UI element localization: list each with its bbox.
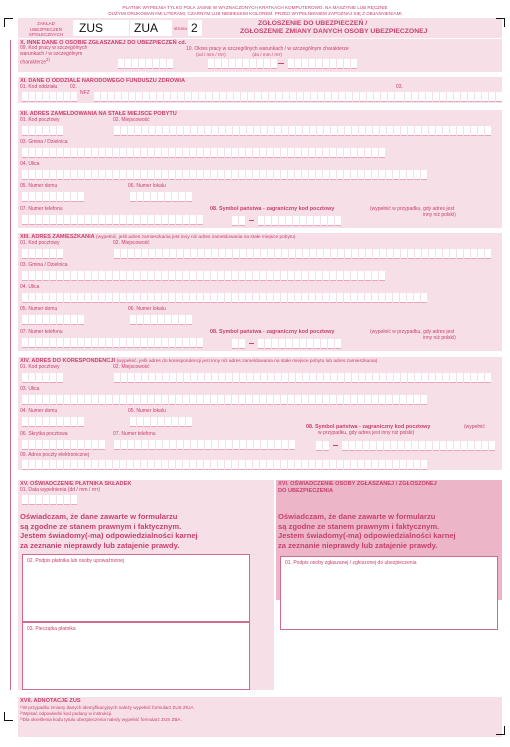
form-code: ZUA [134,21,158,35]
field-xiii-03[interactable] [22,271,386,280]
field-label-xiv-01: 01. Kod pocztowy [20,364,60,370]
section-xii-title: XII. ADRES ZAMELDOWANIA NA STAŁE MIEJSCE POBYTU [20,111,177,117]
field-xiv-03[interactable] [22,395,428,404]
field-label-xii-03: 03. Gmina / Dzielnica [20,139,68,145]
field-x-09[interactable] [118,59,174,68]
field-xiv-06[interactable] [22,440,106,449]
section-xiii-title: XIII. ADRES ZAMIESZKANIA (wypełnić, jeśli adres zamieszkania jest inny niż adres zameldowania na stałe miejsce pobytu) [20,234,296,240]
field-label-x-09: 09. Kod pracy w szczególnych warunkach / w szczególnym charakterze$^{2)}$ [20,45,88,66]
field-xi-01[interactable] [22,92,78,101]
field-label-x-10-dates: (od / mm / rrrr) (do / mm / rrrr) [196,52,283,57]
zus-label: ZAKŁAD UBEZPIECZEŃ SPOŁECZNYCH [28,21,64,37]
declaration-xv: Oświadczam, że dane zawarte w formularzu są zgodne ze stanem prawnym i faktycznym. Jestem świadomy(-ma) odpowiedzialności karnej za zeznanie nieprawdy lub zatajenie prawdy. [20,512,198,550]
field-xiv-07[interactable] [114,440,296,449]
section-xvi-title-line2: DO UBEZPIECZENIA [278,488,334,494]
declaration-xvi: Oświadczam, że dane zawarte w formularzu są zgodne ze stanem prawnym i faktycznym. Jestem świadomy(-ma) odpowiedzialności karnej za zeznanie nieprawdy lub zatajenie prawdy. [278,512,456,550]
page-number: 2 [191,21,198,35]
section-xiv-title: XIV. ADRES DO KORESPONDENCJI (wypełnić, jeśli adres do korespondencji jest inny niż adres zameldowania na stałe miejsce pobytu lub adres zamieszkania) [20,358,378,364]
field-note-xiii-08b: inny niż polski) [423,335,456,341]
field-note-xiv-08b: w przypadku, gdy adres jest inny niż polski) [318,430,415,436]
field-label-xiv-04: 04. Numer domu [20,408,58,414]
zus-box [73,20,129,36]
nfz-label: NFZ [80,90,90,96]
field-xii-07[interactable] [22,215,204,224]
field-xii-01[interactable] [22,126,64,135]
field-label-x-10: 10. Okres pracy w szczególnych warunkach / w szczególnym charakterze [186,46,349,52]
field-label-xiii-02: 02. Miejscowość [113,240,150,246]
field-xii-08-country[interactable] [232,216,246,225]
date-dash [278,63,284,64]
zus-label-box [18,18,72,38]
form-title-line2: ZGŁOSZENIE ZMIANY DANYCH OSOBY UBEZPIECZONEJ [240,28,428,35]
section-xvi-title-line1: XVI. OŚWIADCZENIE OSOBY ZGŁASZANEJ / ZGŁOSZONEJ [278,481,437,487]
field-label-xiv-08: 08. Symbol państwa - zagraniczny kod pocztowy [306,424,431,430]
field-label-xiv-02: 02. Miejscowość [113,364,150,370]
form-title-line1: ZGŁOSZENIE DO UBEZPIECZEŃ / [258,20,368,27]
field-label-xiii-06: 06. Numer lokalu [128,306,166,312]
dash [249,343,254,344]
section-xvii-title: XVII. ADNOTACJE ZUS [20,698,81,704]
section-xi-title: XI. DANE O ODDZIALE NARODOWEGO FUNDUSZU ZDROWIA [20,78,186,84]
field-label-xii-05: 05. Numer domu [20,183,58,189]
payer-signature-box[interactable] [22,554,250,622]
field-label-xiii-04: 04. Ulica [20,284,40,290]
field-label-xv-02: 02. Podpis płatnika lub osoby upoważnionej [27,558,125,564]
field-xiv-08-country[interactable] [316,441,330,450]
field-label-xii-04: 04. Ulica [20,161,40,167]
section-xiii [18,233,502,351]
field-label-xiii-07: 07. Numer telefonu [20,329,63,335]
field-x-10-to[interactable] [288,59,358,68]
registration-mark-top-left [4,18,13,27]
section-xiv [18,357,502,470]
header-block [18,18,502,38]
field-xiii-08-country[interactable] [232,339,246,348]
field-xii-06[interactable] [130,192,193,201]
section-xvii [18,697,502,737]
field-xiii-04[interactable] [22,293,428,302]
field-xii-08-code[interactable] [258,216,342,225]
field-note-xii-08: (wypełnić w przypadku, gdy adres jest [370,206,455,212]
dash [249,220,254,221]
section-xv [18,480,274,690]
field-xiii-06[interactable] [130,315,193,324]
page-label: strona [174,26,187,31]
field-label-xi-02: 02. [70,84,77,90]
field-label-xiii-01: 01. Kod pocztowy [20,240,60,246]
section-xi [18,77,502,103]
section-x-title: X. INNE DANE O OSOBIE ZGŁASZANEJ DO UBEZPIECZEŃ cd. [20,40,187,46]
field-label-xv-03: 03. Pieczątka płatnika [27,626,76,632]
section-xv-title: XV. OŚWIADCZENIE PŁATNIKA SKŁADEK [20,481,132,487]
field-xi-03[interactable] [398,92,503,101]
field-x-10-from[interactable] [208,59,278,68]
field-note-xii-08b: inny niż polski) [423,212,456,218]
field-xiii-05[interactable] [22,315,85,324]
field-label-xii-02: 02. Miejscowość [113,117,150,123]
field-xv-01[interactable] [22,495,78,504]
field-xi-02[interactable] [94,92,402,101]
field-note-xiii-08: (wypełnić w przypadku, gdy adres jest [370,329,455,335]
field-label-xii-06: 06. Numer lokalu [128,183,166,189]
registration-mark-bottom-right [496,726,505,735]
zus-code: ZUS [79,21,103,35]
insured-signature-box[interactable] [280,556,498,630]
section-xvi [276,480,502,600]
field-label-xiv-05: 05. Numer lokalu [128,408,166,414]
field-label-xiii-08: 08. Symbol państwa - zagraniczny kod pocztowy [210,329,335,335]
field-label-xi-03: 03. [396,84,403,90]
field-xiv-04[interactable] [22,417,85,426]
header-instructions-line1: PŁATNIK WYPEŁNIA TYLKO POLA JASNE W WYZNACZONYCH KRATKACH KOMPUTEROWO, NA MASZYNIE LUB RĘCZNIE [122,5,388,10]
payer-stamp-box[interactable] [22,622,250,690]
field-xii-05[interactable] [22,192,85,201]
field-xiii-07[interactable] [22,338,204,347]
section-xii [18,110,502,228]
field-xii-02[interactable] [114,126,492,135]
field-label-xiii-03: 03. Gmina / Dzielnica [20,262,68,268]
field-label-xiv-09: 09. Adres poczty elektronicznej [20,452,89,458]
registration-mark-bottom-left [4,712,13,721]
field-xii-03[interactable] [22,148,386,157]
field-label-xiii-05: 05. Numer domu [20,306,58,312]
section-x [18,39,502,72]
footnote-3: ³⁾Dla określenia kodu tytułu ubezpieczenia należy wypełnić formularz ZUS ZBA. [20,717,182,722]
footnote-2: ²⁾Wpisać odpowiedni kod podany w instrukcji. [20,711,113,716]
registration-mark-top-right [496,18,505,27]
footnote-1: ¹⁾W przypadku zmiany danych identyfikacyjnych należy wypełnić formularz ZUS ZIUA. [20,705,195,710]
left-margin-line [10,40,11,690]
field-xiii-01[interactable] [22,249,64,258]
field-label-xvi-01: 01. Podpis osoby zgłaszanej / zgłoszonej do ubezpieczenia [285,560,417,566]
page-box [188,20,202,36]
field-label-xiv-03: 03. Ulica [20,386,40,392]
field-label-xii-01: 01. Kod pocztowy [20,117,60,123]
form-box [130,20,172,36]
header-instructions-line2: DUŻYMI DRUKOWANYMI LITERAMI, CZARNYM LUB NIEBIESKIM KOLOREM. PRZED WYPEŁNIENIEM ZAPOZNAJ SIĘ Z OBJAŚNIENIAMI [108,11,402,16]
field-label-xii-08: 08. Symbol państwa - zagraniczny kod pocztowy [210,206,335,212]
field-label-xv-01: 01. Data wypełnienia (dd / mm / rrrr) [20,487,101,493]
field-note-xiv-08: (wypełnić [464,424,485,430]
field-label-xi-01: 01. Kod oddziału [20,84,58,90]
field-xiv-01[interactable] [22,373,64,382]
field-label-xii-07: 07. Numer telefonu [20,206,63,212]
field-xii-04[interactable] [22,170,428,179]
field-label-xiv-07: 07. Numer telefonu [113,431,156,437]
field-xiii-08-code[interactable] [258,339,342,348]
field-xiii-02[interactable] [114,249,492,258]
field-xiv-09[interactable] [22,460,428,469]
field-xiv-08-code[interactable] [342,441,496,450]
dash [333,445,338,446]
field-xiv-05[interactable] [130,417,193,426]
field-xiv-02[interactable] [114,373,492,382]
field-label-xiv-06: 06. Skrytka pocztowa [20,431,68,437]
